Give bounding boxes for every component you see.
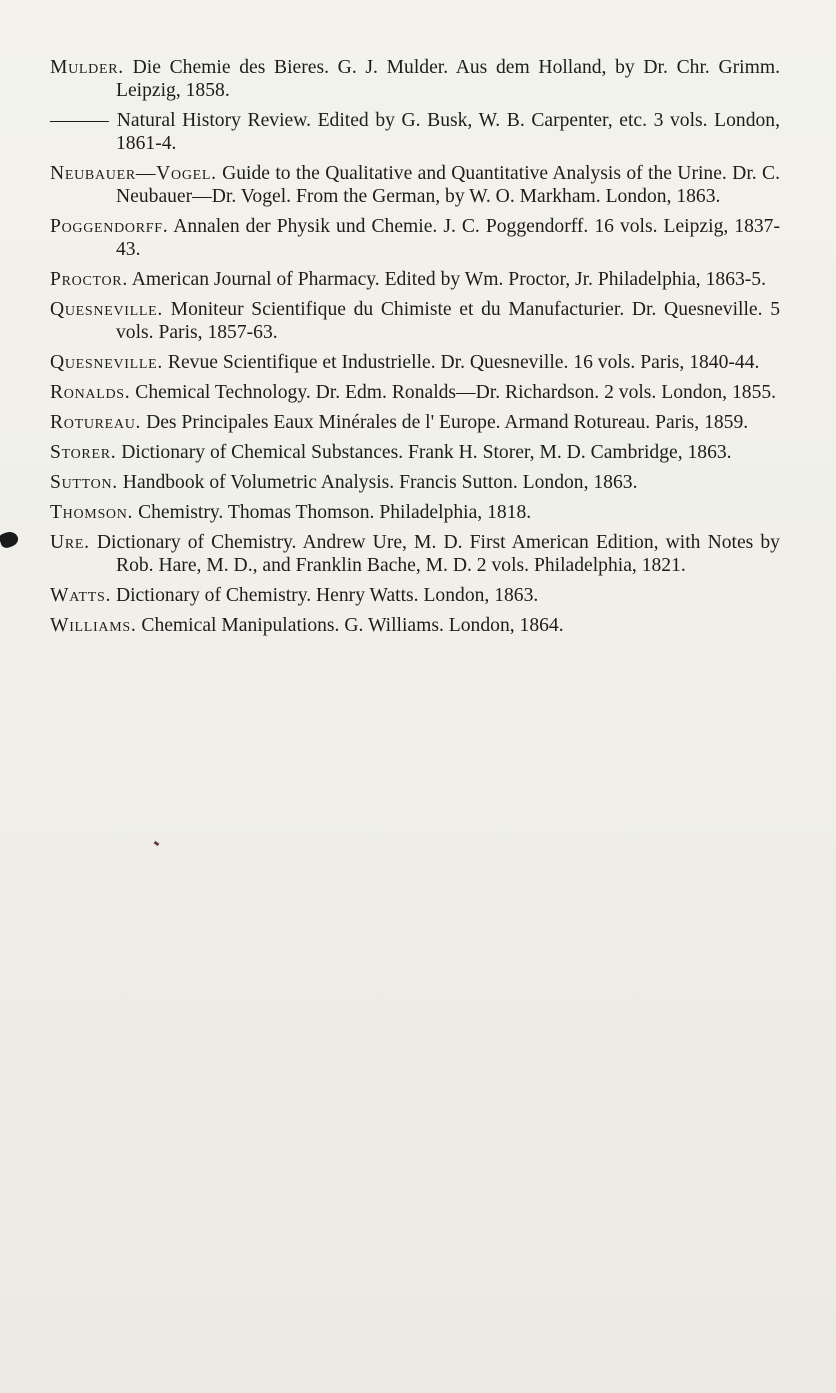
entry-text: Chemical Manipulations. G. Williams. London, 1864. <box>141 615 564 636</box>
bibliography-entry-quesneville-moniteur <box>50 298 780 344</box>
entry-text: Annalen der Physik und Chemie. J. C. Poggendorff. 16 vols. Leipzig, 1837-43. <box>116 216 780 260</box>
bibliography-entry-proctor <box>50 268 780 291</box>
entry-author: Neubauer—Vogel. <box>50 163 217 184</box>
entry-text: Dictionary of Chemical Substances. Frank H. Storer, M. D. Cambridge, 1863. <box>121 442 732 463</box>
bibliography-entry-natural-history-review <box>50 109 780 155</box>
bibliography-entry-watts <box>50 584 780 607</box>
entry-text: Des Principales Eaux Minérales de l' Europe. Armand Rotureau. Paris, 1859. <box>146 412 749 433</box>
ditto-dash: ——— <box>50 110 109 131</box>
entry-text: Chemistry. Thomas Thomson. Philadelphia, 1818. <box>138 502 532 523</box>
bibliography-list <box>50 56 780 644</box>
bibliography-entry-storer <box>50 441 780 464</box>
entry-author: Watts. <box>50 585 112 606</box>
entry-author: Ure. <box>50 532 90 553</box>
bibliography-entry-poggendorff <box>50 215 780 261</box>
entry-author: Quesneville. <box>50 352 163 373</box>
entry-author: Poggendorff. <box>50 216 169 237</box>
bibliography-entry-williams <box>50 614 780 637</box>
entry-text: Guide to the Qualitative and Quantitative Analysis of the Urine. Dr. C. Neubauer—Dr. Vogel. From the German, by W. O. Markham. London, 1863. <box>116 163 780 207</box>
bibliography-entry-quesneville-revue <box>50 351 780 374</box>
entry-author: Mulder. <box>50 57 124 78</box>
paper-speck-mark <box>154 841 160 846</box>
bibliography-entry-thomson <box>50 501 780 524</box>
bibliography-entry-ronalds <box>50 381 780 404</box>
bibliography-entry-rotureau <box>50 411 780 434</box>
entry-text: Handbook of Volumetric Analysis. Francis Sutton. London, 1863. <box>122 472 638 493</box>
bibliography-entry-ure <box>50 531 780 577</box>
entry-author: Thomson. <box>50 502 134 523</box>
entry-author: Proctor. <box>50 269 128 290</box>
entry-author: Ronalds. <box>50 382 131 403</box>
entry-author: Williams. <box>50 615 137 636</box>
bibliography-entry-sutton <box>50 471 780 494</box>
bibliography-entry-neubauer-vogel <box>50 162 780 208</box>
entry-text: Dictionary of Chemistry. Henry Watts. London, 1863. <box>115 585 539 606</box>
entry-text: Chemical Technology. Dr. Edm. Ronalds—Dr. Richardson. 2 vols. London, 1855. <box>135 382 777 403</box>
entry-author: Storer. <box>50 442 117 463</box>
entry-author: Quesneville. <box>50 299 163 320</box>
entry-text: Die Chemie des Bieres. G. J. Mulder. Aus dem Holland, by Dr. Chr. Grimm. Leipzig, 1858. <box>116 57 780 101</box>
entry-author: Sutton. <box>50 472 118 493</box>
entry-text: American Journal of Pharmacy. Edited by Wm. Proctor, Jr. Philadelphia, 1863-5. <box>131 269 767 290</box>
entry-text: Moniteur Scientifique du Chimiste et du Manufacturier. Dr. Quesneville. 5 vols. Paris, 1857-63. <box>116 299 780 343</box>
entry-author: Rotureau. <box>50 412 142 433</box>
entry-text: Natural History Review. Edited by G. Busk, W. B. Carpenter, etc. 3 vols. London, 1861-4. <box>116 110 780 154</box>
entry-text: Dictionary of Chemistry. Andrew Ure, M. D. First American Edition, with Notes by Rob. Hare, M. D., and Franklin Bache, M. D. 2 vols. Philadelphia, 1821. <box>96 532 780 576</box>
ink-blot-mark <box>0 529 20 549</box>
bibliography-entry-mulder <box>50 56 780 102</box>
entry-text: Revue Scientifique et Industrielle. Dr. Quesneville. 16 vols. Paris, 1840-44. <box>167 352 760 373</box>
